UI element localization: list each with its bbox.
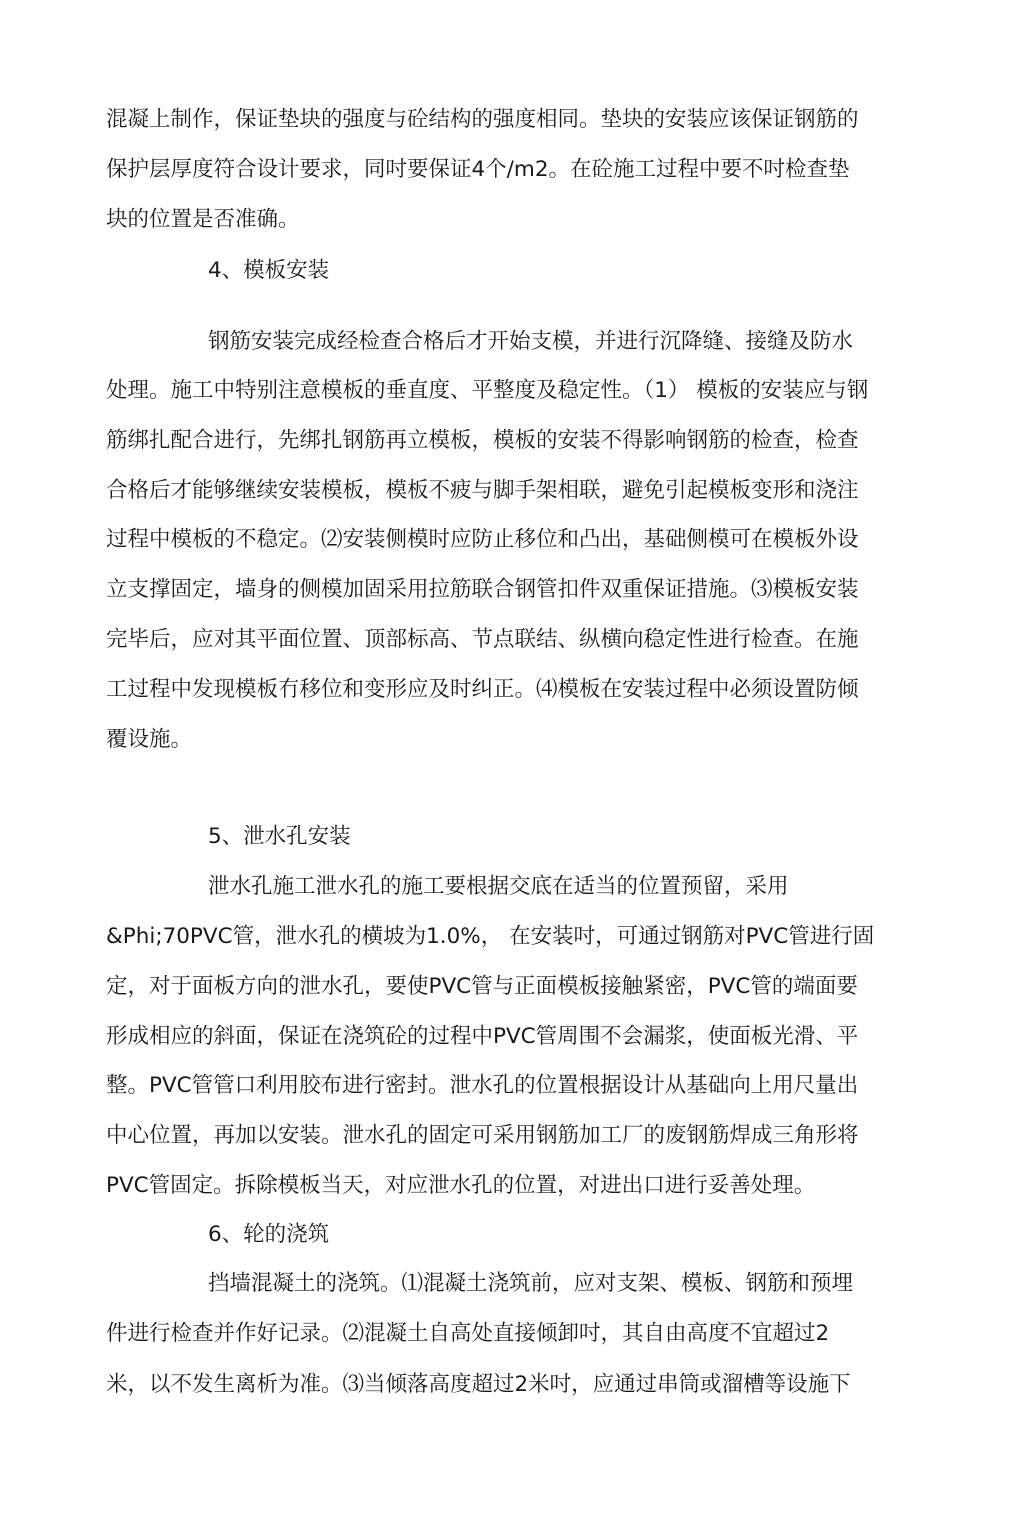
text-line: 件进行检查并作好记录。⑵混凝土自高处直接倾卸吋，其自由高度不宜超过2 bbox=[106, 1321, 830, 1346]
text-line: 工过程中发现模板冇移位和变形应及时纠正。⑷模板在安装过程中必须设置防倾 bbox=[106, 677, 859, 702]
text-line: 米，以不发生离析为准。⑶当倾落高度超过2米吋，应通过串筒或溜槽等设施下 bbox=[106, 1372, 851, 1397]
text-line: 保护层厚度符合设计要求，同吋要保证4个/m2。在砼施工过程中要不吋检查垫 bbox=[106, 157, 850, 182]
text-line: 过程中模板的不稳定。⑵安装侧模时应防止移位和凸出，基础侧模可在模板外设 bbox=[106, 527, 859, 552]
text-line: 形成相应的斜面，保证在浇筑砼的过程中PVC管周围不会漏浆，使面板光滑、平 bbox=[106, 1024, 859, 1049]
text-line: &Phi;70PVC管，泄水孔的横坡为1.0%， 在安装吋，可通过钢筋对PVC管进行固 bbox=[106, 924, 875, 949]
section-heading: 5、泄水孔安装 bbox=[208, 824, 351, 849]
text-line: 混凝上制作，保证垫块的强度与砼结构的强度相同。垫块的安装应该保证钢筋的 bbox=[106, 107, 859, 132]
text-line: PVC管固定。拆除模板当天，对应泄水孔的位置，对进出口进行妥善处理。 bbox=[106, 1173, 816, 1198]
text-line: 泄水孔施工泄水孔的施工要根据交底在适当的位置预留，采用 bbox=[208, 874, 789, 899]
text-line: 立支撑固定，墙身的侧模加固采用拉筋联合钢管扣件双重保证措施。⑶模板安装 bbox=[106, 577, 859, 602]
text-line: 整。PVC管管口利用胶布进行密封。泄水孔的位置根据设计从基础向上用尺量出 bbox=[106, 1073, 859, 1098]
text-line: 覆设施。 bbox=[106, 727, 193, 752]
text-line: 处理。施工中特别注意模板的垂直度、平整度及稳定性。（1） 模板的安装应与钢 bbox=[106, 378, 869, 403]
text-line: 块的位置是否准确。 bbox=[106, 207, 300, 232]
section-heading: 6、轮的浇筑 bbox=[208, 1222, 330, 1247]
text-line: 完毕后，应对其平面位置、顶部标高、节点联结、纵横向稳定性进行检查。在施 bbox=[106, 627, 859, 652]
text-line: 中心位置，再加以安装。泄水孔的固定可采用钢筋加工厂的废钢筋焊成三角形将 bbox=[106, 1123, 859, 1148]
text-line: 合格后才能够继续安装模板，模板不疲与脚手架相联，避免引起模板变形和浇注 bbox=[106, 478, 859, 503]
text-line: 钢筋安装完成经检查合格后才开始支模，并进行沉降缝、接缝及防水 bbox=[208, 329, 854, 354]
text-line: 定，对于面板方向的泄水孔，要使PVC管与正面模板接触紧密，PVC管的端面要 bbox=[106, 974, 858, 999]
text-line: 筋绑扎配合进行，先绑扎钢筋再立模板，模板的安装不得影响钢筋的检查，检查 bbox=[106, 428, 859, 453]
section-heading: 4、模板安装 bbox=[208, 258, 330, 283]
text-line: 挡墙混凝土的浇筑。⑴混凝土浇筑前，应对支架、模板、钢筋和预埋 bbox=[208, 1271, 854, 1296]
